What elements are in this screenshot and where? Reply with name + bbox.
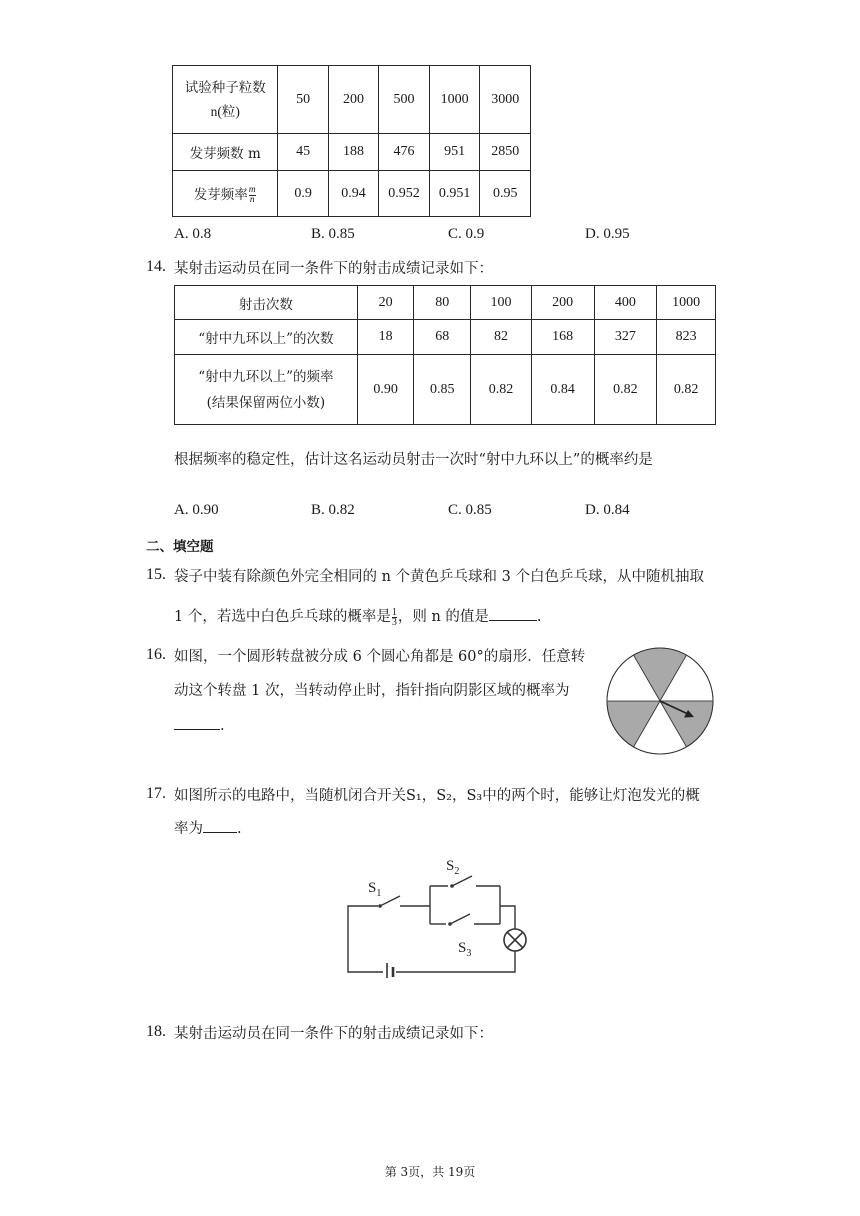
switch-contact [448, 922, 452, 926]
text-run: . [237, 821, 242, 837]
label-s3 [458, 940, 471, 959]
circuit-wire [348, 906, 383, 972]
table-cell: 951 [429, 134, 480, 171]
text-run: . [220, 718, 225, 734]
label-s: S [368, 880, 377, 896]
question-number: 18. [146, 1023, 166, 1040]
fraction-denominator: n [249, 194, 255, 205]
answer-blank[interactable] [174, 715, 220, 730]
table-header-frequency-count: 发芽频数 m [173, 134, 278, 171]
text-run: ，则 n 的值是 [397, 609, 489, 625]
table-cell: 327 [594, 320, 657, 355]
circuit-diagram [340, 848, 536, 978]
table-cell: 82 [471, 320, 532, 355]
table-cell: 2850 [480, 134, 531, 171]
table-header-seeds [173, 66, 278, 134]
header-text: 试验种子粒数 [184, 79, 266, 96]
seed-germination-table [172, 65, 531, 217]
option-b: B. 0.82 [311, 502, 355, 518]
question-number: 17. [146, 785, 166, 802]
table-cell: 1000 [429, 66, 480, 134]
answer-blank[interactable] [489, 606, 537, 621]
table-cell: 0.9 [278, 171, 328, 217]
option-a: A. 0.8 [174, 226, 212, 242]
table-cell: 400 [594, 286, 657, 320]
question-line: 如图，一个圆形转盘被分成 6 个圆心角都是 60°的扇形．任意转 [174, 649, 586, 665]
table-header-frequency [175, 355, 358, 425]
table-cell: 3000 [480, 66, 531, 134]
table-cell: 80 [414, 286, 471, 320]
table-cell: 823 [657, 320, 716, 355]
fraction-numerator: 1 [391, 606, 397, 618]
label-s2 [446, 858, 459, 877]
table-cell: 200 [328, 66, 378, 134]
table-cell: 1000 [657, 286, 716, 320]
table-header-frequency-rate [173, 171, 278, 217]
question-number: 14. [146, 258, 166, 275]
table-cell: 20 [357, 286, 414, 320]
table-header-shots: 射击次数 [175, 286, 358, 320]
switch-contact [378, 904, 382, 908]
table-cell: 188 [328, 134, 378, 171]
label-subscript: 3 [466, 948, 472, 959]
text-run: 率为 [174, 821, 203, 837]
table-cell: 18 [357, 320, 414, 355]
question-line [174, 606, 542, 627]
fraction [249, 186, 256, 205]
spinner-wheel-figure [604, 645, 716, 757]
question-stem: 某射击运动员在同一条件下的射击成绩记录如下： [174, 1026, 493, 1042]
question-stem: 某射击运动员在同一条件下的射击成绩记录如下： [174, 261, 493, 277]
option-b: B. 0.85 [311, 226, 355, 242]
question-text: 根据频率的稳定性，估计这名运动员射击一次时“射中九环以上”的概率约是 [174, 452, 653, 468]
header-text: 发芽频率 [193, 186, 248, 203]
table-cell: 476 [379, 134, 430, 171]
table-cell: 0.952 [379, 171, 430, 217]
question-number: 15. [146, 566, 166, 583]
table-cell: 0.82 [594, 355, 657, 425]
question-line: 动这个转盘 1 次，当转动停止时，指针指向阴影区域的概率为 [174, 683, 570, 699]
circuit-wire [396, 951, 515, 972]
switch-contact [450, 884, 454, 888]
table-cell: 168 [531, 320, 594, 355]
option-c: C. 0.85 [448, 502, 492, 518]
header-text: “射中九环以上”的频率 [198, 368, 334, 385]
table-cell: 0.90 [357, 355, 414, 425]
circuit-wire [500, 906, 515, 929]
table-cell: 0.94 [328, 171, 378, 217]
label-s1 [368, 880, 381, 899]
fraction-numerator: m [248, 184, 256, 195]
label-s: S [458, 940, 467, 956]
question-line [174, 715, 225, 736]
section-title: 二、填空题 [146, 539, 214, 555]
header-text: n(粒) [210, 103, 240, 119]
table-cell: 0.85 [414, 355, 471, 425]
label-subscript: 2 [454, 866, 460, 877]
option-d: D. 0.84 [585, 502, 630, 518]
question-number: 16. [146, 646, 166, 663]
table-cell: 68 [414, 320, 471, 355]
switch-s1-blade [380, 896, 400, 906]
table-cell: 0.95 [480, 171, 531, 217]
table-cell: 500 [379, 66, 430, 134]
option-a: A. 0.90 [174, 502, 219, 518]
label-subscript: 1 [376, 888, 382, 899]
fraction-denominator: 3 [391, 616, 397, 628]
text-run: 1 个，若选中白色乒乓球的概率是 [174, 609, 391, 625]
switch-s2-blade [452, 876, 472, 886]
table-cell: 45 [278, 134, 328, 171]
fraction-one-third [392, 608, 397, 627]
table-cell: 200 [531, 286, 594, 320]
option-d: D. 0.95 [585, 226, 630, 242]
table-cell: 100 [471, 286, 532, 320]
shooting-record-table [174, 285, 716, 425]
page-footer: 第 3页，共 19页 [384, 1165, 476, 1179]
table-cell: 0.84 [531, 355, 594, 425]
header-text: (结果保留两位小数) [206, 394, 326, 411]
question-line [174, 818, 242, 839]
table-cell: 50 [278, 66, 328, 134]
option-c: C. 0.9 [448, 226, 485, 242]
label-s: S [446, 858, 455, 874]
table-cell: 0.82 [471, 355, 532, 425]
table-header-count: “射中九环以上”的次数 [175, 320, 358, 355]
table-cell: 0.82 [657, 355, 716, 425]
answer-blank[interactable] [203, 818, 237, 833]
text-run: . [536, 609, 542, 625]
table-cell: 0.951 [429, 171, 480, 217]
question-line: 如图所示的电路中，当随机闭合开关S₁，S₂，S₃中的两个时，能够让灯泡发光的概 [174, 788, 700, 804]
switch-s3-blade [450, 914, 470, 924]
question-line: 袋子中装有除颜色外完全相同的 n 个黄色乒乓球和 3 个白色乒乓球，从中随机抽取 [174, 569, 704, 585]
